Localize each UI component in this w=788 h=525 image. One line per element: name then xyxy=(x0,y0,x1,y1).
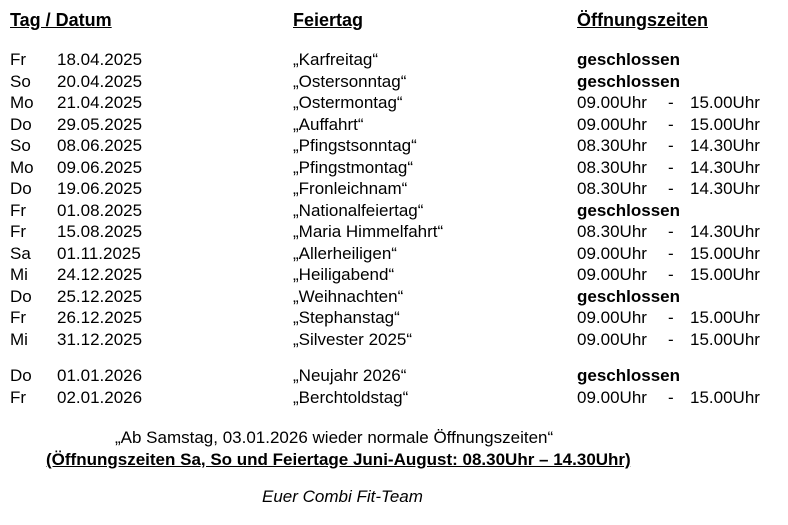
holiday-name: „Neujahr 2026“ xyxy=(293,366,407,385)
holiday-name: „Pfingstmontag“ xyxy=(293,157,413,177)
closing-time: 15.00Uhr xyxy=(690,265,760,284)
table-row xyxy=(0,365,788,386)
time-separator: - xyxy=(668,329,674,349)
header-holiday: Feiertag xyxy=(293,10,364,30)
table-row xyxy=(0,92,788,113)
time-separator: - xyxy=(668,387,674,407)
weekday: Do xyxy=(10,286,32,306)
weekday: Fr xyxy=(10,200,27,220)
table-row xyxy=(0,49,788,70)
date: 19.06.2025 xyxy=(57,179,143,198)
weekday: Do xyxy=(10,179,32,198)
weekday: Mo xyxy=(10,157,34,177)
holiday-name: „Maria Himmelfahrt“ xyxy=(293,222,444,241)
date: 01.11.2025 xyxy=(57,243,141,263)
closed-status: geschlossen xyxy=(577,71,680,91)
holiday-name: „Karfreitag“ xyxy=(293,50,379,69)
time-separator: - xyxy=(668,265,674,284)
weekday: Mi xyxy=(10,329,28,349)
opening-time: 09.00Uhr xyxy=(577,114,647,134)
date: 29.05.2025 xyxy=(57,114,143,134)
holiday-name: „Fronleichnam“ xyxy=(293,179,408,198)
table-row xyxy=(0,221,788,242)
time-separator: - xyxy=(668,222,674,241)
table-row xyxy=(0,157,788,178)
opening-time: 08.30Uhr xyxy=(577,222,647,241)
date: 01.08.2025 xyxy=(57,200,143,220)
opening-time: 09.00Uhr xyxy=(577,387,647,407)
weekday: Fr xyxy=(10,308,27,327)
closing-time: 15.00Uhr xyxy=(690,243,760,263)
table-row xyxy=(0,264,788,285)
table-row xyxy=(0,329,788,350)
weekday: Fr xyxy=(10,50,27,69)
closing-time: 14.30Uhr xyxy=(690,179,760,198)
time-separator: - xyxy=(668,243,674,263)
date: 25.12.2025 xyxy=(57,286,143,306)
footer-summer-hours: (Öffnungszeiten Sa, So und Feiertage Juni-August: 08.30Uhr – 14.30Uhr) xyxy=(46,450,631,469)
date: 15.08.2025 xyxy=(57,222,143,241)
table-row xyxy=(0,387,788,408)
table-row xyxy=(0,135,788,156)
date: 31.12.2025 xyxy=(57,329,143,349)
date: 02.01.2026 xyxy=(57,387,143,407)
closed-status: geschlossen xyxy=(577,286,680,306)
weekday: Fr xyxy=(10,387,27,407)
table-row xyxy=(0,114,788,135)
holiday-name: „Ostersonntag“ xyxy=(293,71,407,91)
table-row xyxy=(0,286,788,307)
closing-time: 14.30Uhr xyxy=(690,136,760,155)
footer-note: „Ab Samstag, 03.01.2026 wieder normale Öffnungszeiten“ xyxy=(115,428,554,447)
weekday: Do xyxy=(10,114,32,134)
header-day-date: Tag / Datum xyxy=(10,10,112,30)
closed-status: geschlossen xyxy=(577,200,680,220)
closing-time: 14.30Uhr xyxy=(690,157,760,177)
table-row xyxy=(0,243,788,264)
closed-status: geschlossen xyxy=(577,50,680,69)
table-row xyxy=(0,307,788,328)
closing-time: 14.30Uhr xyxy=(690,222,760,241)
footer-signature: Euer Combi Fit-Team xyxy=(262,487,423,506)
weekday: Sa xyxy=(10,243,31,263)
holiday-name: „Stephanstag“ xyxy=(293,308,400,327)
weekday: Do xyxy=(10,366,32,385)
closing-time: 15.00Uhr xyxy=(690,114,760,134)
holiday-name: „Berchtoldstag“ xyxy=(293,387,409,407)
time-separator: - xyxy=(668,93,674,112)
header-hours: Öffnungszeiten xyxy=(577,10,708,30)
time-separator: - xyxy=(668,308,674,327)
holiday-name: „Weihnachten“ xyxy=(293,286,404,306)
closing-time: 15.00Uhr xyxy=(690,329,760,349)
weekday: So xyxy=(10,71,31,91)
table-row xyxy=(0,71,788,92)
table-row xyxy=(0,178,788,199)
holiday-name: „Silvester 2025“ xyxy=(293,329,413,349)
date: 18.04.2025 xyxy=(57,50,143,69)
opening-time: 08.30Uhr xyxy=(577,179,647,198)
holiday-name: „Nationalfeiertag“ xyxy=(293,200,424,220)
closing-time: 15.00Uhr xyxy=(690,387,760,407)
table-row xyxy=(0,200,788,221)
date: 08.06.2025 xyxy=(57,136,143,155)
time-separator: - xyxy=(668,179,674,198)
holiday-name: „Ostermontag“ xyxy=(293,93,403,112)
closed-status: geschlossen xyxy=(577,366,680,385)
closing-time: 15.00Uhr xyxy=(690,308,760,327)
holiday-name: „Pfingstsonntag“ xyxy=(293,136,417,155)
opening-time: 09.00Uhr xyxy=(577,265,647,284)
weekday: Fr xyxy=(10,222,27,241)
opening-time: 09.00Uhr xyxy=(577,243,647,263)
date: 26.12.2025 xyxy=(57,308,143,327)
weekday: Mo xyxy=(10,93,34,112)
time-separator: - xyxy=(668,114,674,134)
date: 21.04.2025 xyxy=(57,93,143,112)
holiday-name: „Heiligabend“ xyxy=(293,265,395,284)
holiday-name: „Auffahrt“ xyxy=(293,114,364,134)
date: 09.06.2025 xyxy=(57,157,143,177)
opening-time: 09.00Uhr xyxy=(577,308,647,327)
date: 01.01.2026 xyxy=(57,366,143,385)
date: 24.12.2025 xyxy=(57,265,143,284)
time-separator: - xyxy=(668,136,674,155)
weekday: Mi xyxy=(10,265,28,284)
opening-time: 09.00Uhr xyxy=(577,93,647,112)
weekday: So xyxy=(10,136,31,155)
opening-time: 09.00Uhr xyxy=(577,329,647,349)
date: 20.04.2025 xyxy=(57,71,143,91)
time-separator: - xyxy=(668,157,674,177)
holiday-name: „Allerheiligen“ xyxy=(293,243,397,263)
opening-time: 08.30Uhr xyxy=(577,157,647,177)
opening-time: 08.30Uhr xyxy=(577,136,647,155)
closing-time: 15.00Uhr xyxy=(690,93,760,112)
